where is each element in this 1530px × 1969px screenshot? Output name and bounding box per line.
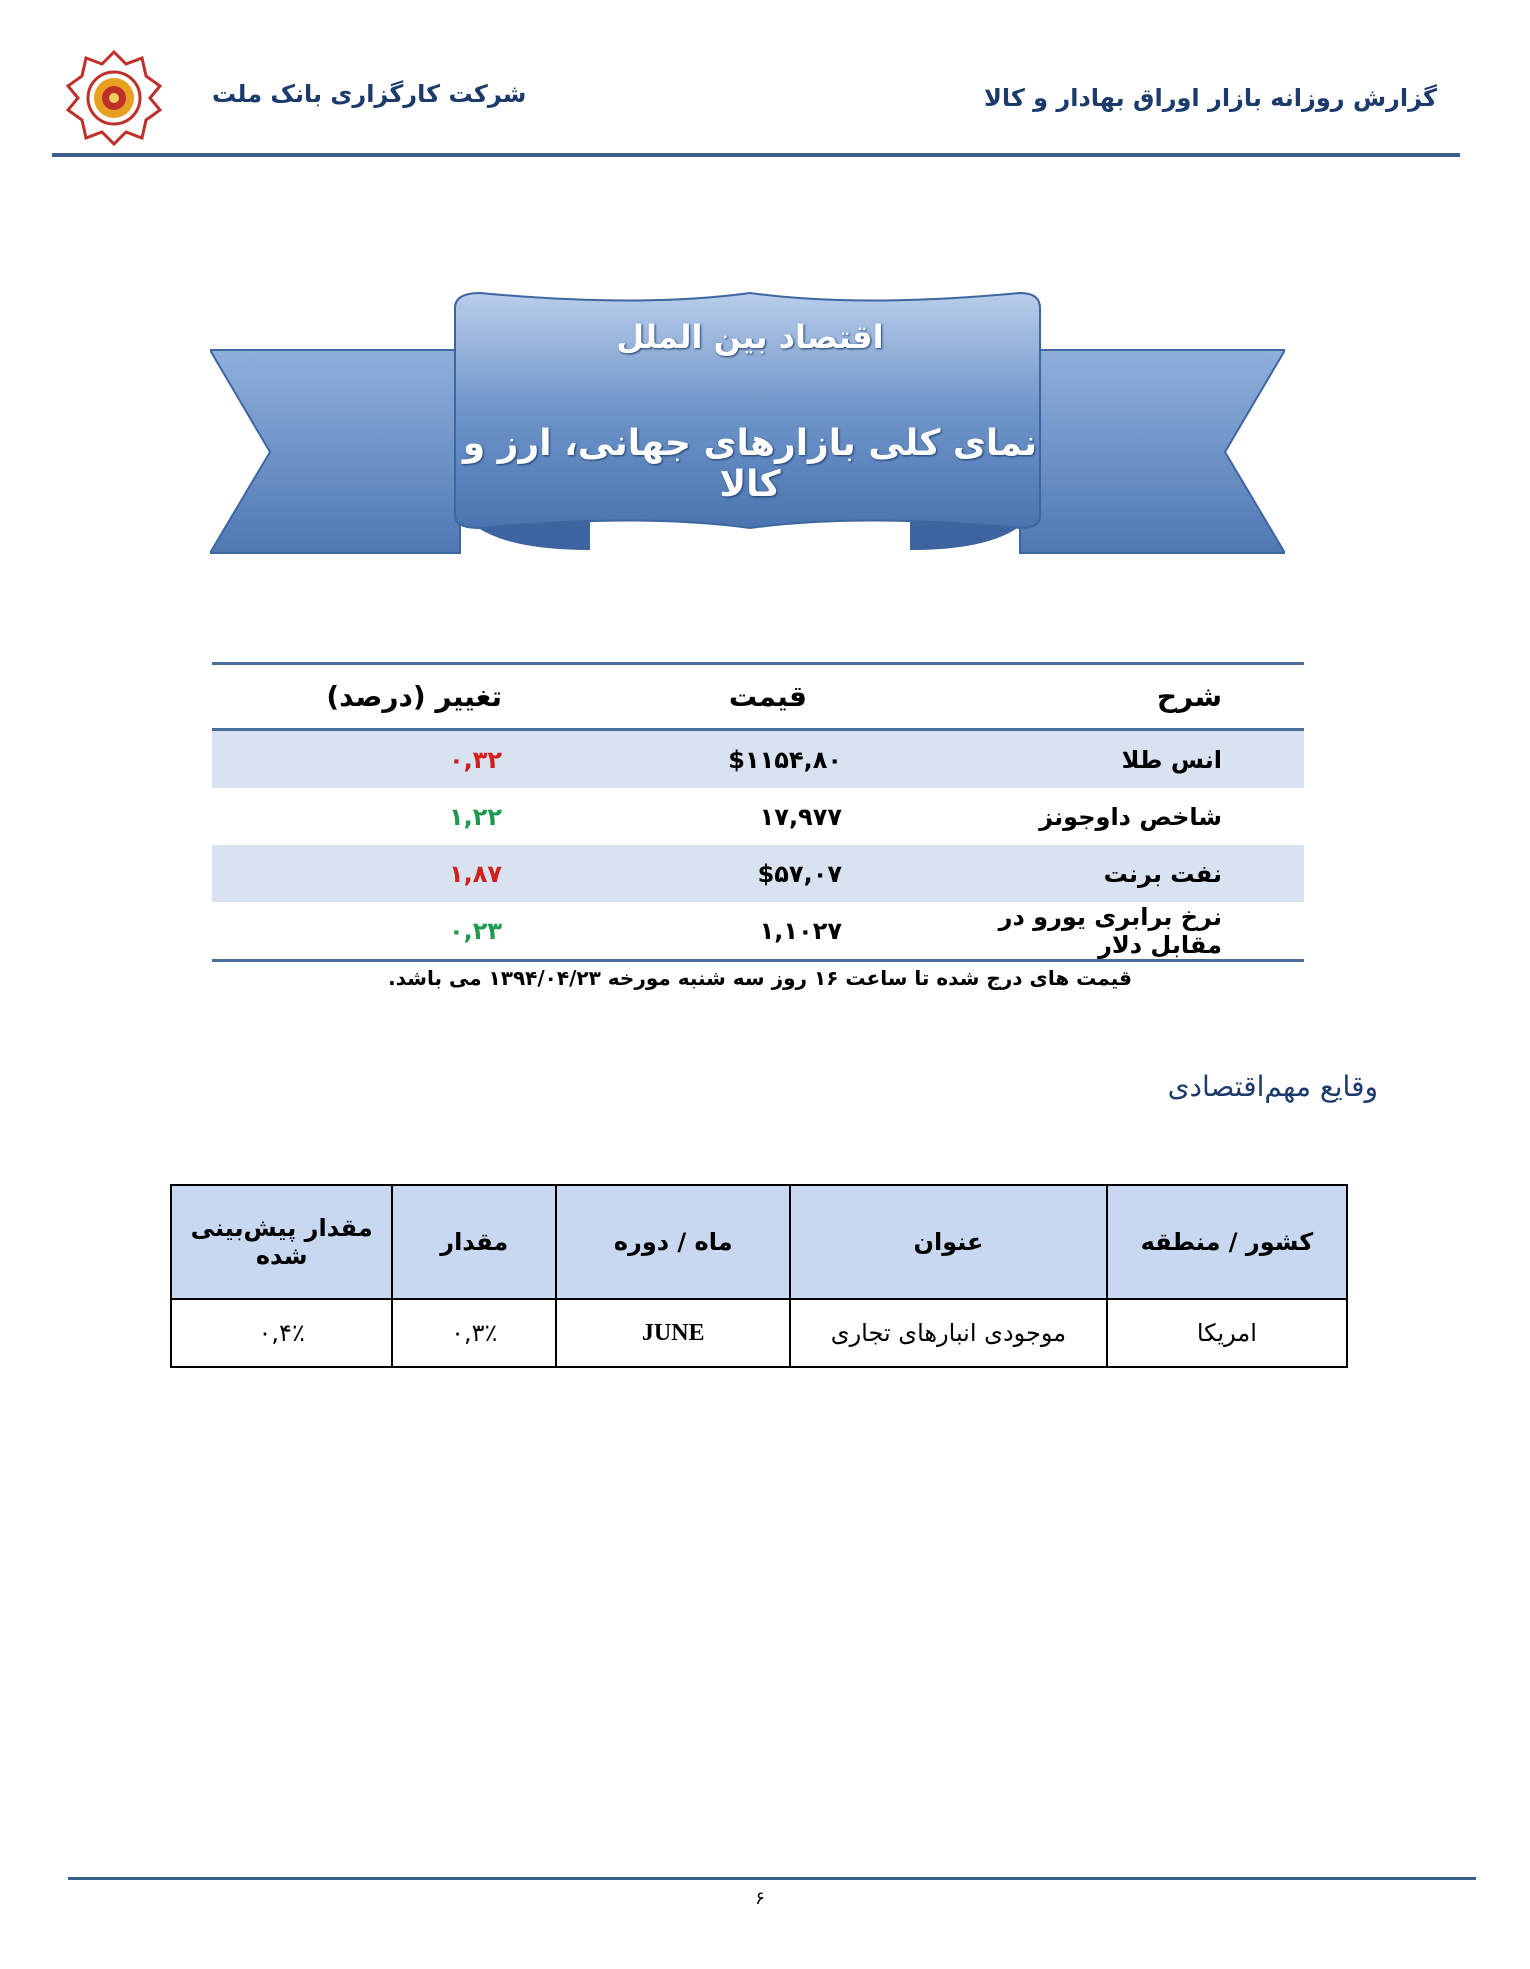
table-row: [212, 845, 1304, 902]
row-desc: نرخ برابری یورو در مقابل دلار: [998, 902, 1222, 959]
row-change: ۰,۳۲: [448, 745, 502, 774]
cell-forecast: ۰,۴٪: [171, 1299, 392, 1367]
row-desc: انس طلا: [1121, 745, 1222, 774]
header-desc: شرح: [1156, 680, 1222, 713]
header-subject: عنوان: [790, 1185, 1107, 1299]
header-actual: مقدار: [392, 1185, 556, 1299]
market-table: [212, 662, 1304, 962]
table-row: [212, 731, 1304, 788]
company-logo: [64, 48, 164, 148]
cell-actual: ۰,۳٪: [392, 1299, 556, 1367]
row-change: ۰,۲۳: [448, 916, 502, 945]
table-bottom-rule: [212, 959, 1304, 962]
events-title: وقایع مهم‌اقتصادی: [1167, 1070, 1378, 1103]
cell-country: امریکا: [1107, 1299, 1347, 1367]
cell-subject: موجودی انبارهای تجاری: [790, 1299, 1107, 1367]
banner-title: اقتصاد بین الملل: [616, 318, 884, 356]
row-desc: شاخص داوجونز: [1039, 802, 1222, 831]
header-period: ماه / دوره: [556, 1185, 790, 1299]
row-change: ۱,۸۷: [448, 859, 502, 888]
banner-subtitle: نمای کلی بازارهای جهانی، ارز و کالا: [462, 423, 1038, 505]
row-price: ۱۷,۹۷۷: [759, 802, 842, 831]
header-change: تغییر (درصد): [326, 680, 502, 713]
page-number: ۶: [755, 1888, 765, 1909]
row-change: ۱,۲۲: [448, 802, 502, 831]
company-name: شرکت کارگزاری بانک ملت: [212, 80, 527, 108]
header-forecast: مقدار پیش‌بینی شده: [171, 1185, 392, 1299]
report-title: گزارش روزانه بازار اوراق بهادار و کالا: [983, 84, 1437, 112]
table-header-row: [212, 665, 1304, 728]
events-table: [170, 1184, 1348, 1368]
row-desc: نفت برنت: [1103, 859, 1222, 888]
cell-period: JUNE: [556, 1299, 790, 1367]
table-row: [171, 1299, 1347, 1367]
row-price: ۱,۱۰۲۷: [759, 916, 842, 945]
header-price: قیمت: [728, 680, 807, 713]
table-row: [212, 788, 1304, 845]
row-price: $۱۱۵۴,۸۰: [728, 745, 842, 774]
table-row: [212, 902, 1304, 959]
price-note: قیمت های درج شده تا ساعت ۱۶ روز سه شنبه مورخه ۱۳۹۴/۰۴/۲۳ می باشد.: [388, 966, 1132, 990]
row-price: $۵۷,۰۷: [757, 859, 842, 888]
header-country: کشور / منطقه: [1107, 1185, 1347, 1299]
events-header-row: [171, 1185, 1347, 1299]
header-divider: [52, 153, 1460, 157]
footer-divider: [68, 1877, 1476, 1880]
